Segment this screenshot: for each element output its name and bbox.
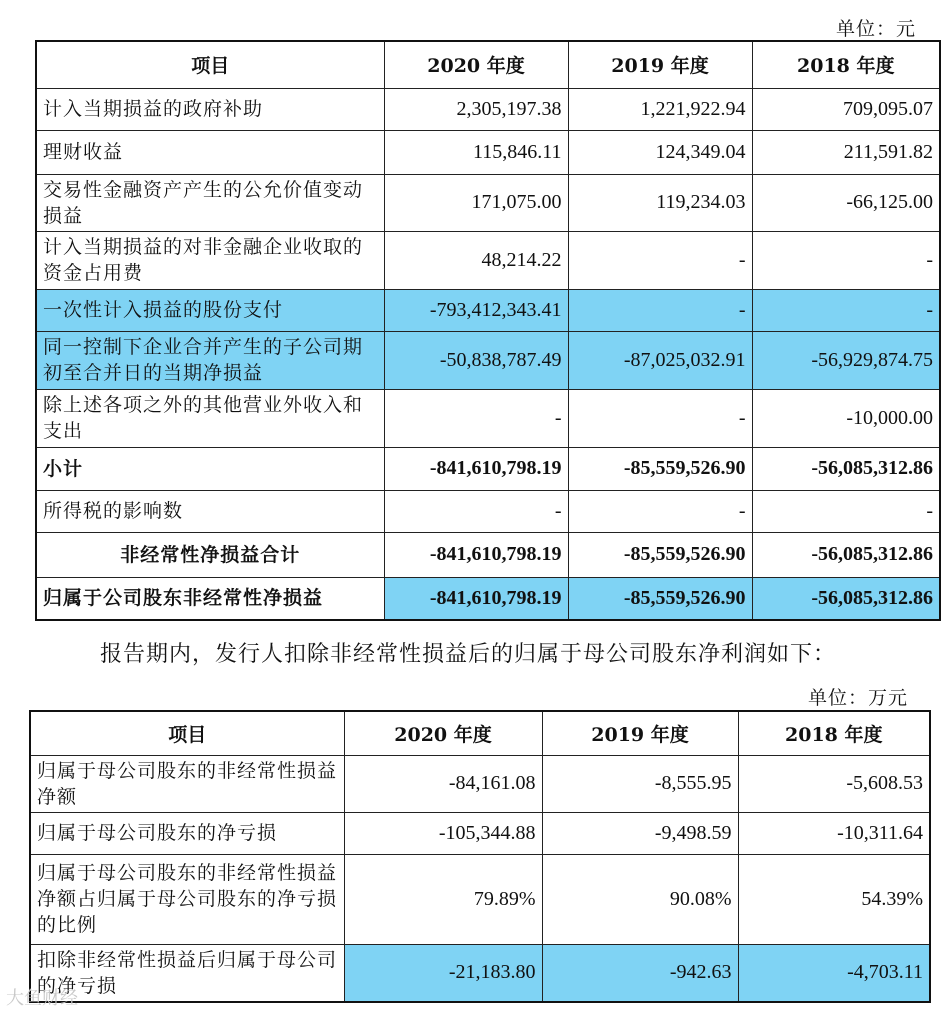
value-2020: -841,610,798.19 bbox=[384, 577, 568, 620]
table-row bbox=[36, 389, 940, 447]
value-2019: 1,221,922.94 bbox=[568, 88, 752, 130]
row-label: 归属于母公司股东的非经常性损益净额 bbox=[30, 755, 344, 812]
row-label: 同一控制下企业合并产生的子公司期初至合并日的当期净损益 bbox=[36, 331, 384, 389]
value-2018: -10,000.00 bbox=[752, 389, 940, 447]
table-header-row bbox=[36, 41, 940, 88]
value-2020: 171,075.00 bbox=[384, 174, 568, 231]
value-2019: -9,498.59 bbox=[542, 812, 738, 854]
row-label: 理财收益 bbox=[36, 130, 384, 174]
value-2019: -87,025,032.91 bbox=[568, 331, 752, 389]
value-2019: 124,349.04 bbox=[568, 130, 752, 174]
attributable-row bbox=[36, 577, 940, 620]
table1-unit: 单位：元 bbox=[836, 18, 917, 40]
row-label: 非经常性净损益合计 bbox=[36, 532, 384, 577]
table-header-row bbox=[30, 711, 930, 755]
header-2019: 2019 年度 bbox=[568, 41, 752, 88]
table2-unit: 单位：万元 bbox=[808, 687, 909, 709]
value-2020: -21,183.80 bbox=[344, 944, 542, 1002]
row-label: 计入当期损益的政府补助 bbox=[36, 88, 384, 130]
header-2020: 2020 年度 bbox=[344, 711, 542, 755]
header-2018: 2018 年度 bbox=[752, 41, 940, 88]
value-2019: -85,559,526.90 bbox=[568, 447, 752, 490]
table-row-highlighted bbox=[30, 944, 930, 1002]
value-2019: -942.63 bbox=[542, 944, 738, 1002]
value-2018: -56,929,874.75 bbox=[752, 331, 940, 389]
value-2018: -56,085,312.86 bbox=[752, 447, 940, 490]
net-loss-table bbox=[29, 710, 931, 1003]
paragraph-text: 报告期内，发行人扣除非经常性损益后的归属于母公司股东净利润如下： bbox=[100, 642, 837, 667]
value-2020: 115,846.11 bbox=[384, 130, 568, 174]
value-2018: - bbox=[752, 490, 940, 532]
row-label: 小计 bbox=[36, 447, 384, 490]
table-row-highlighted bbox=[36, 289, 940, 331]
table-row bbox=[36, 174, 940, 231]
value-2020: 48,214.22 bbox=[384, 231, 568, 289]
table-row bbox=[36, 130, 940, 174]
value-2018: -4,703.11 bbox=[738, 944, 930, 1002]
value-2020: -105,344.88 bbox=[344, 812, 542, 854]
value-2018: -56,085,312.86 bbox=[752, 577, 940, 620]
value-2018: - bbox=[752, 289, 940, 331]
row-label: 归属于公司股东非经常性净损益 bbox=[36, 577, 384, 620]
value-2020: 2,305,197.38 bbox=[384, 88, 568, 130]
value-2019: - bbox=[568, 389, 752, 447]
value-2020: 79.89% bbox=[344, 854, 542, 944]
value-2019: - bbox=[568, 231, 752, 289]
value-2020: -841,610,798.19 bbox=[384, 447, 568, 490]
row-label: 归属于母公司股东的非经常性损益净额占归属于母公司股东的净亏损的比例 bbox=[30, 854, 344, 944]
value-2019: - bbox=[568, 289, 752, 331]
table-row bbox=[30, 854, 930, 944]
value-2018: 709,095.07 bbox=[752, 88, 940, 130]
row-label: 一次性计入损益的股份支付 bbox=[36, 289, 384, 331]
header-item: 项目 bbox=[30, 711, 344, 755]
value-2019: 119,234.03 bbox=[568, 174, 752, 231]
value-2018: -66,125.00 bbox=[752, 174, 940, 231]
header-2019: 2019 年度 bbox=[542, 711, 738, 755]
table-row-highlighted bbox=[36, 331, 940, 389]
value-2020: -793,412,343.41 bbox=[384, 289, 568, 331]
row-label: 归属于母公司股东的净亏损 bbox=[30, 812, 344, 854]
value-2018: -5,608.53 bbox=[738, 755, 930, 812]
header-2018: 2018 年度 bbox=[738, 711, 930, 755]
table-row bbox=[36, 231, 940, 289]
value-2019: -85,559,526.90 bbox=[568, 577, 752, 620]
row-label: 计入当期损益的对非金融企业收取的资金占用费 bbox=[36, 231, 384, 289]
value-2020: -50,838,787.49 bbox=[384, 331, 568, 389]
value-2018: - bbox=[752, 231, 940, 289]
value-2019: -85,559,526.90 bbox=[568, 532, 752, 577]
value-2019: - bbox=[568, 490, 752, 532]
table-row bbox=[30, 812, 930, 854]
row-label: 扣除非经常性损益后归属于母公司的净亏损 bbox=[30, 944, 344, 1002]
watermark-text: 大鱼财经 bbox=[6, 988, 78, 1009]
value-2018: 54.39% bbox=[738, 854, 930, 944]
subtotal-row bbox=[36, 447, 940, 490]
row-label: 交易性金融资产产生的公允价值变动损益 bbox=[36, 174, 384, 231]
value-2018: 211,591.82 bbox=[752, 130, 940, 174]
value-2020: -841,610,798.19 bbox=[384, 532, 568, 577]
header-2020: 2020 年度 bbox=[384, 41, 568, 88]
table-row bbox=[36, 88, 940, 130]
table-row bbox=[36, 490, 940, 532]
value-2018: -10,311.64 bbox=[738, 812, 930, 854]
header-item: 项目 bbox=[36, 41, 384, 88]
value-2019: 90.08% bbox=[542, 854, 738, 944]
row-label: 除上述各项之外的其他营业外收入和支出 bbox=[36, 389, 384, 447]
value-2018: -56,085,312.86 bbox=[752, 532, 940, 577]
value-2020: - bbox=[384, 490, 568, 532]
total-row bbox=[36, 532, 940, 577]
non-recurring-gains-table bbox=[35, 40, 941, 621]
value-2020: -84,161.08 bbox=[344, 755, 542, 812]
value-2019: -8,555.95 bbox=[542, 755, 738, 812]
table-row bbox=[30, 755, 930, 812]
value-2020: - bbox=[384, 389, 568, 447]
row-label: 所得税的影响数 bbox=[36, 490, 384, 532]
